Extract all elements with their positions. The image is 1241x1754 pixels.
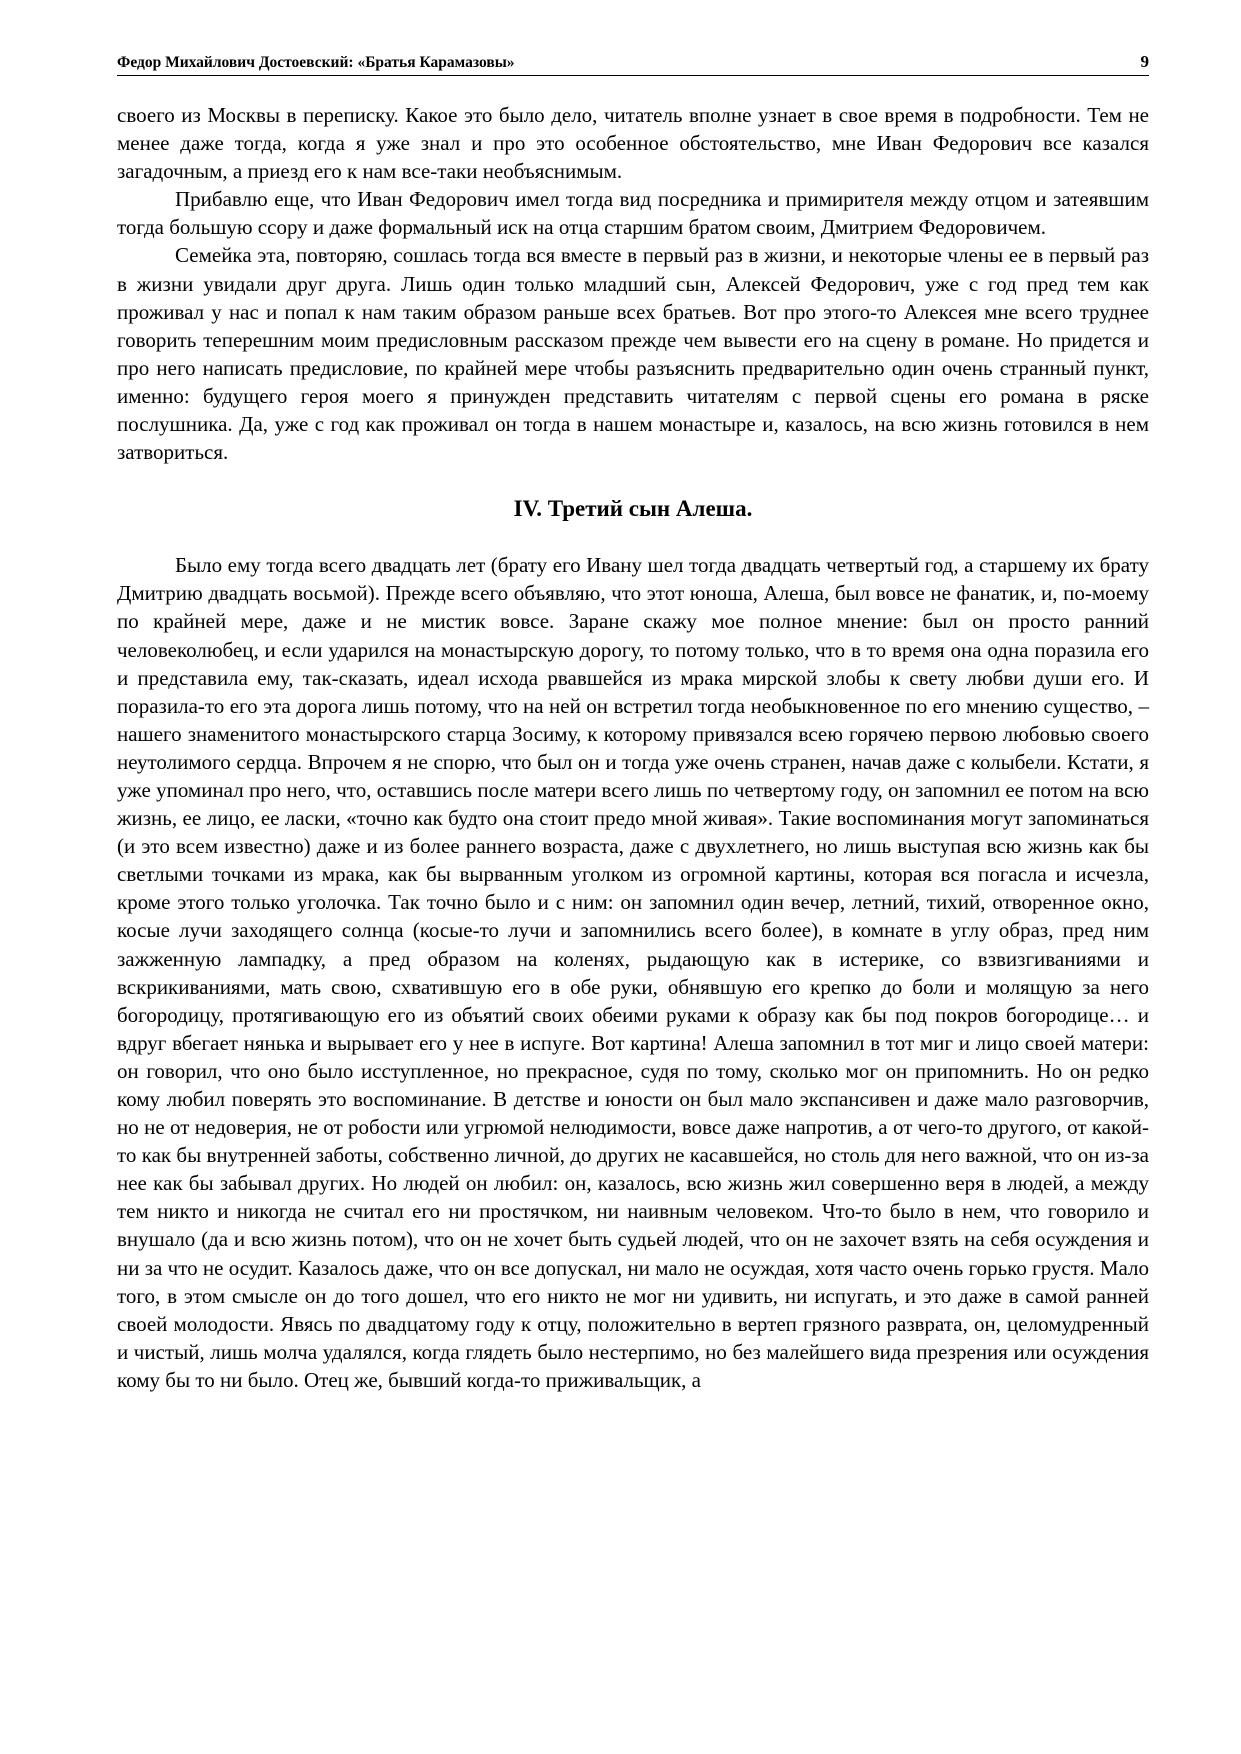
document-page — [117, 52, 1149, 1394]
chapter-heading: IV. Третий сын Алеша. — [513, 496, 753, 522]
page-number: 9 — [1140, 52, 1149, 71]
paragraph-continuation: своего из Москвы в переписку. Какое это было дело, читатель вполне узнает в свое время в подробности. Тем не менее даже тогда, когда я уже знал и про это особенное обстоятельство, мне Иван Федорович все казался загадочным, а приезд его к нам все-таки необъяснимым. — [117, 103, 1149, 184]
paragraph: Прибавлю еще, что Иван Федорович имел тогда вид посредника и примирителя между отцом и затеявшим тогда большую ссору и даже формальный иск на отца старшим братом своим, Дмитрием Федоровичем. — [117, 187, 1149, 240]
running-header — [117, 52, 1149, 76]
paragraph: Было ему тогда всего двадцать лет (брату его Ивану шел тогда двадцать четвертый год, а старшему их брату Дмитрию двадцать восьмой). Прежде всего объявляю, что этот юноша, Алеша, был вовсе не фанатик, и, по-моему по крайней мере, даже и не мистик вовсе. Заране скажу мое полное мнение: был он просто ранний человеколюбец, и если ударился на монастырскую дорогу, то потому только, что в то время она одна поразила его и представила ему, так-сказать, идеал исхода рвавшейся из мрака мирской злобы к свету любви души его. И поразила-то его эта дорога лишь потому, что на ней он встретил тогда необыкновенное по его мнению существо, – нашего знаменитого монастырского старца Зосиму, к которому привязался всею горячею первою любовью своего неутолимого сердца. Впрочем я не спорю, что был он и тогда уже очень странен, начав даже с колыбели. Кстати, я уже упоминал про него, что, оставшись после матери всего лишь по четвертому году, он запомнил ее потом на всю жизнь, ее лицо, ее ласки, «точно как будто она стоит предо мной живая». Такие воспоминания могут запоминаться (и это всем известно) даже и из более раннего возраста, даже с двухлетнего, но лишь выступая всю жизнь как бы светлыми точками из мрака, как бы вырванным уголком из огромной картины, которая вся погасла и исчезла, кроме этого только уголочка. Так точно было и с ним: он запомнил один вечер, летний, тихий, отворенное окно, косые лучи заходящего солнца (косые-то лучи и запомнились всего более), в комнате в углу образ, пред ним зажженную лампадку, а пред образом на коленях, рыдающую как в истерике, со взвизгиваниями и вскрикиваниями, мать свою, схватившую его в обе руки, обнявшую его крепко до боли и молящую за него богородицу, протягивающую его из объятий своих обеими руками к образу как бы под покров богородице… и вдруг вбегает нянька и вырывает его у нее в испуге. Вот картина! Алеша запомнил в тот миг и лицо своей матери: он говорил, что оно было исступленное, но прекрасное, судя по тому, сколько мог он припомнить. Но он редко кому любил поверять это воспоминание. В детстве и юности он был мало экспансивен и даже мало разговорчив, но не от недоверия, не от робости или угрюмой нелюдимости, вовсе даже напротив, а от чего-то другого, от какой-то как бы внутренней заботы, собственно личной, до других не касавшейся, но столь для него важной, что он из-за нее как бы забывал других. Но людей он любил: он, казалось, всю жизнь жил совершенно веря в людей, а между тем никто и никогда не считал его ни простячком, ни наивным человеком. Что-то было в нем, что говорило и внушало (да и всю жизнь потом), что он не хочет быть судьей людей, что он не захочет взять на себя осуждения и ни за что не осудит. Казалось даже, что он все допускал, ни мало не осуждая, хотя часто очень горько грустя. Мало того, в этом смысле он до того дошел, что его никто не мог ни удивить, ни испугать, и это даже в самой ранней своей молодости. Явясь по двадцатому году к отцу, положительно в вертеп грязного разврата, он, целомудренный и чистый, лишь молча удалялся, когда глядеть было нестерпимо, но без малейшего вида презрения или осуждения кому бы то ни было. Отец же, бывший когда-то приживальщик, а — [117, 553, 1149, 1392]
paragraph: Семейка эта, повторяю, сошлась тогда вся вместе в первый раз в жизни, и некоторые члены ее в первый раз в жизни увидали друг друга. Лишь один только младший сын, Алексей Федорович, уже с год пред тем как проживал у нас и попал к нам таким образом раньше всех братьев. Вот про этого-то Алексея мне всего труднее говорить теперешним моим предисловным рассказом прежде чем вывести его на сцену в романе. Но придется и про него написать предисловие, по крайней мере чтобы разъяснить предварительно один очень странный пункт, именно: будущего героя моего я принужден представить читателям с первой сцены его романа в ряске послушника. Да, уже с год как проживал он тогда в нашем монастыре и, казалось, на всю жизнь готовился в нем затвориться. — [117, 243, 1149, 465]
book-title: Федор Михайлович Достоевский: «Братья Карамазовы» — [117, 54, 515, 71]
